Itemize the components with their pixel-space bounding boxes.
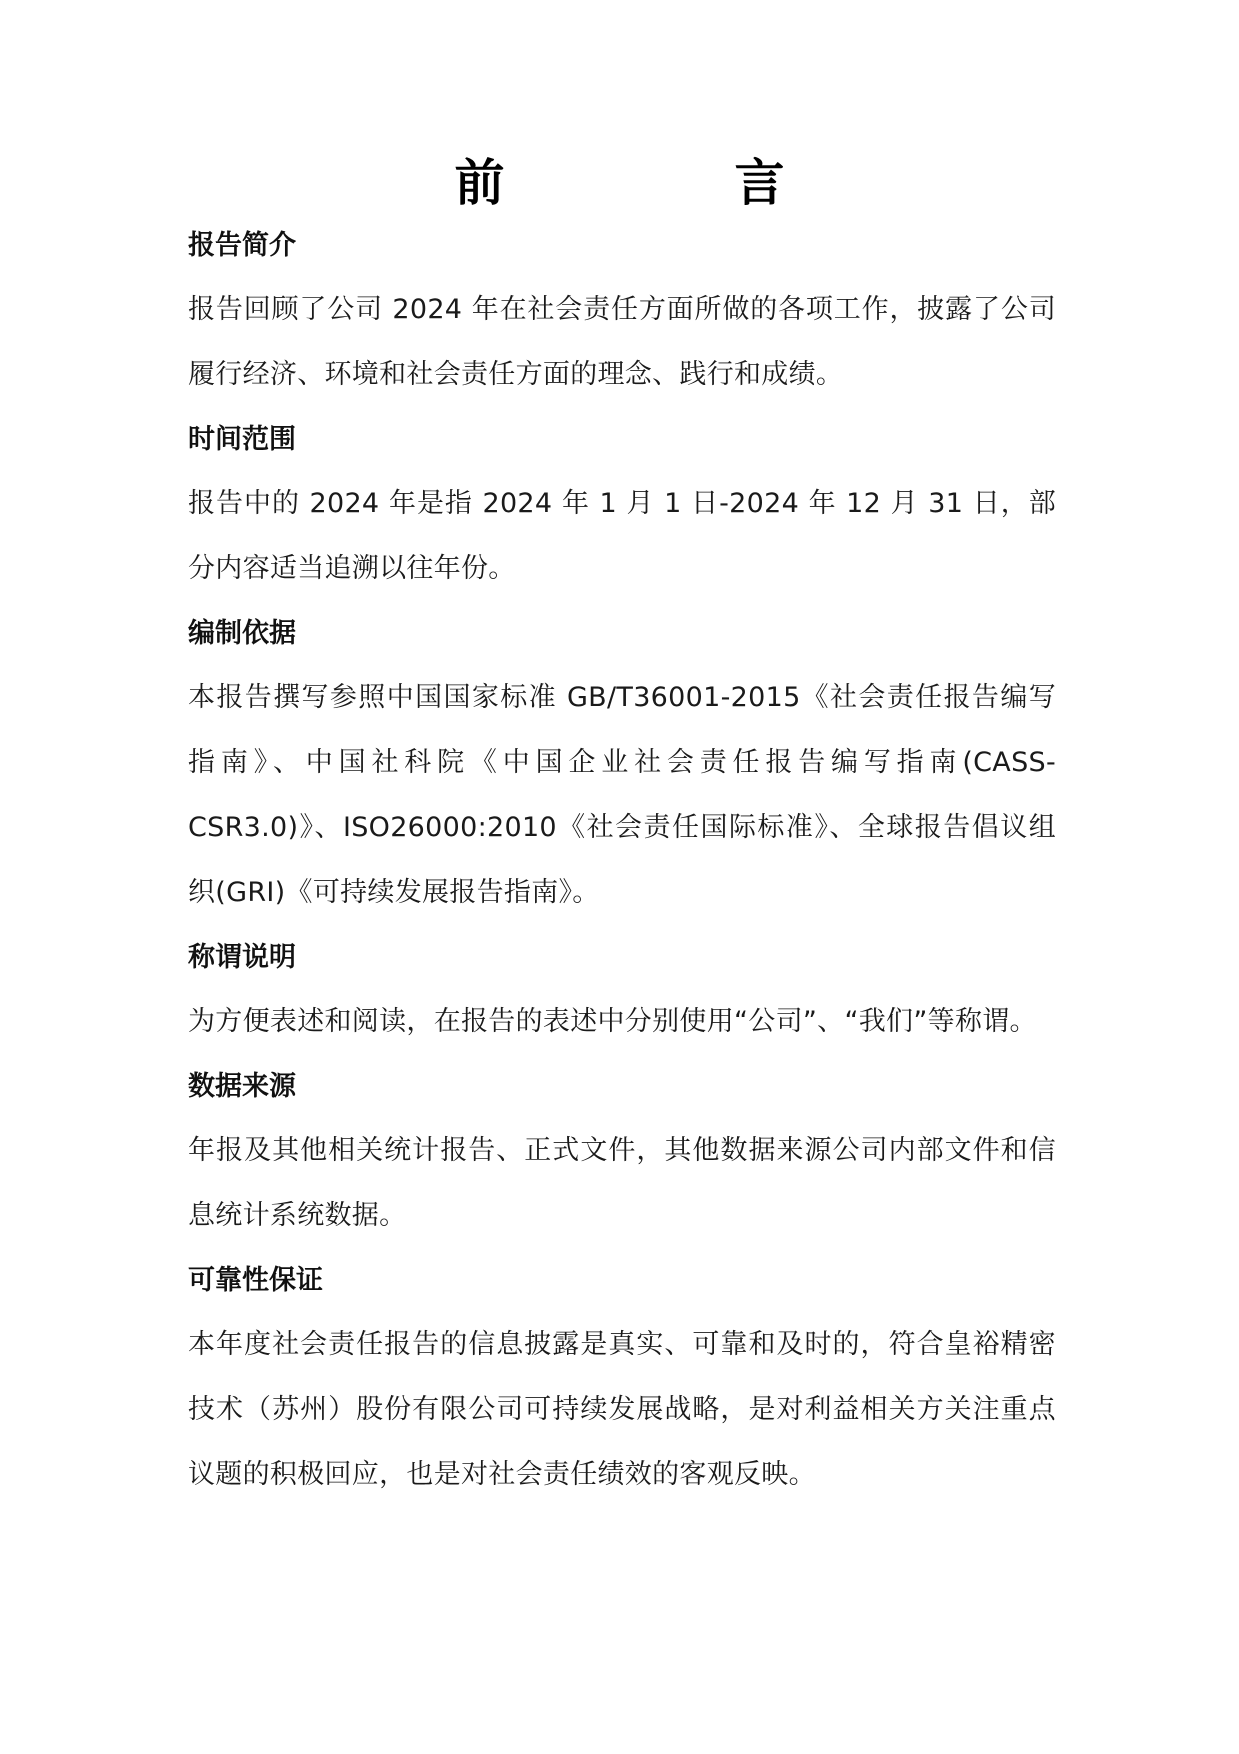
section-data-source (188, 1062, 1056, 1248)
section-report-intro (188, 221, 1056, 407)
section-terms (188, 933, 1056, 1054)
section-heading: 称谓说明 (188, 942, 296, 973)
section-heading: 可靠性保证 (188, 1265, 323, 1296)
section-time-range (188, 415, 1056, 601)
section-basis (188, 609, 1056, 925)
section-reliability (188, 1256, 1056, 1507)
section-heading: 报告简介 (188, 230, 296, 261)
page-title: 前 言 (454, 153, 875, 212)
section-body: 报告中的 2024 年是指 2024 年 1 月 1 日-2024 年 12 月 31 日，部分内容适当追溯以往年份。 (188, 488, 1056, 584)
section-body: 年报及其他相关统计报告、正式文件，其他数据来源公司内部文件和信息统计系统数据。 (188, 1135, 1056, 1231)
section-heading: 时间范围 (188, 424, 296, 455)
section-body: 报告回顾了公司 2024 年在社会责任方面所做的各项工作，披露了公司履行经济、环境和社会责任方面的理念、践行和成绩。 (188, 294, 1056, 390)
section-heading: 数据来源 (188, 1071, 296, 1102)
section-body: 本报告撰写参照中国国家标准 GB/T36001-2015《社会责任报告编写指南》、中国社科院《中国企业社会责任报告编写指南(CASS-CSR3.0)》、ISO26000:2010《社会责任国际标准》、全球报告倡议组织(GRI)《可持续发展报告指南》。 (188, 682, 1056, 908)
section-heading: 编制依据 (188, 618, 296, 649)
section-body: 本年度社会责任报告的信息披露是真实、可靠和及时的，符合皇裕精密技术（苏州）股份有限公司可持续发展战略，是对利益相关方关注重点议题的积极回应，也是对社会责任绩效的客观反映。 (188, 1329, 1056, 1490)
preface-content (188, 221, 1056, 1515)
section-body: 为方便表述和阅读，在报告的表述中分别使用“公司”、“我们”等称谓。 (188, 1006, 1037, 1037)
